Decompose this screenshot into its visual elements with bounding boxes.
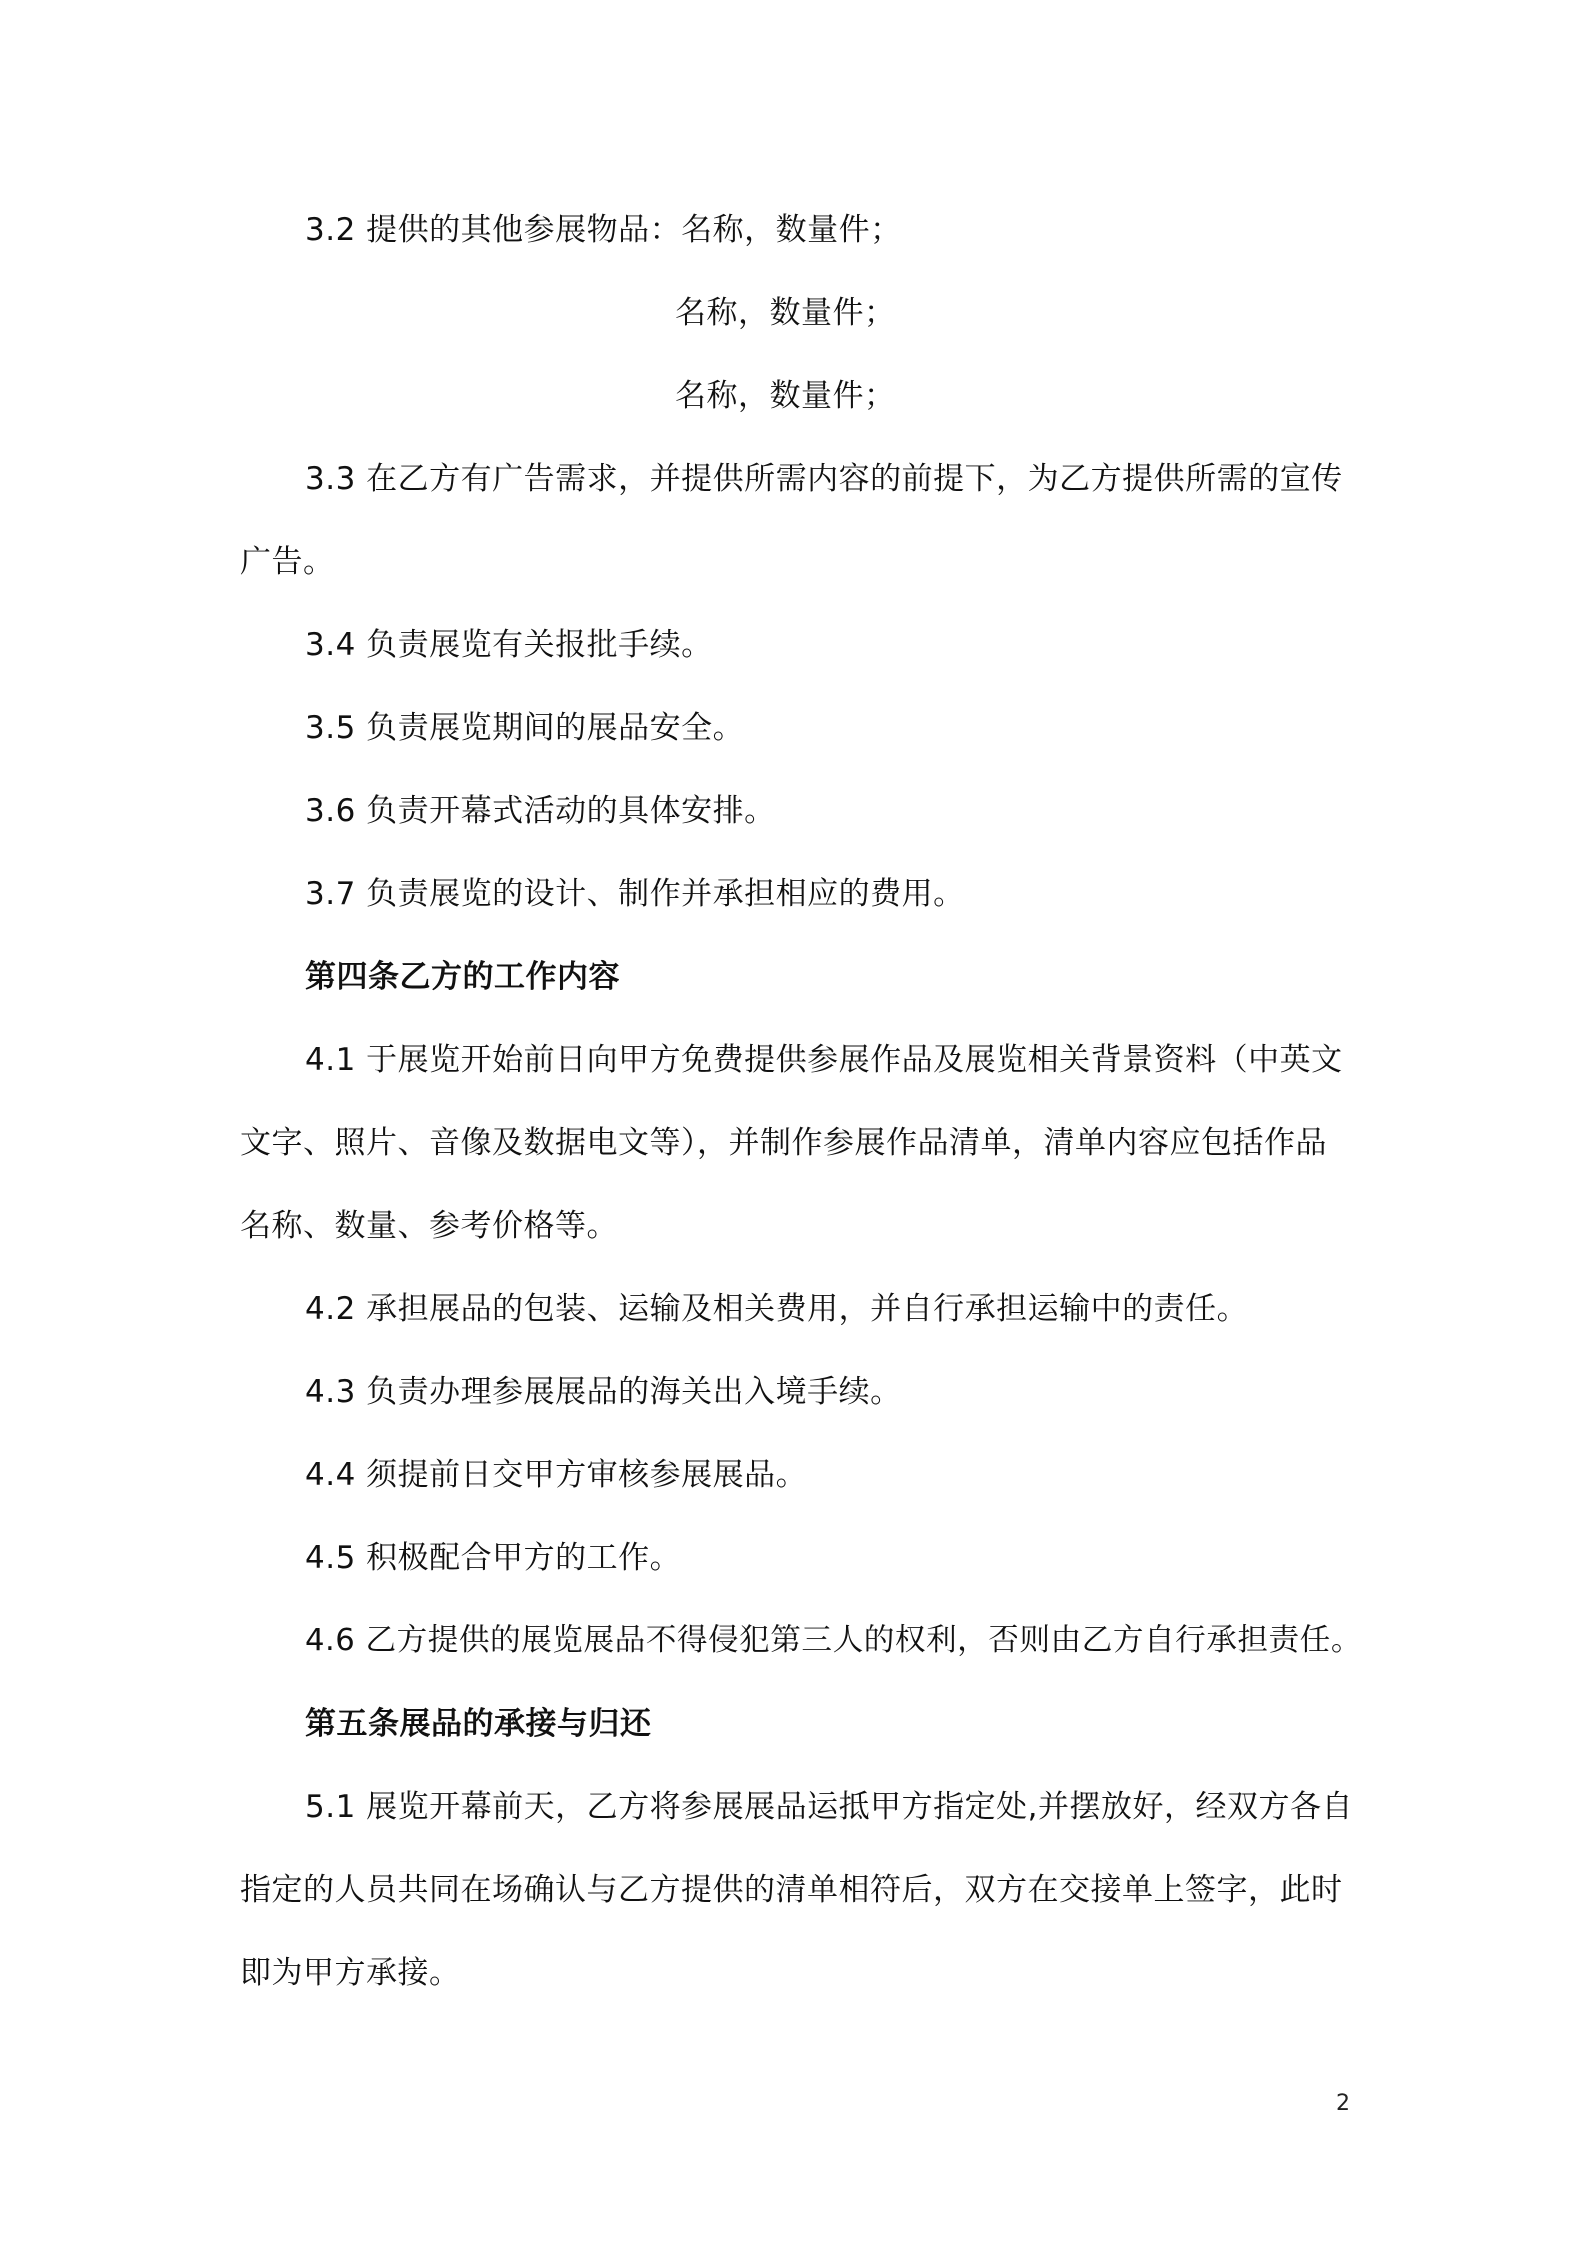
- text-line: 4.4 须提前日交甲方审核参展展品。: [305, 1457, 808, 1493]
- text-line: 即为甲方承接。: [240, 1955, 461, 1991]
- section-heading: 第四条乙方的工作内容: [305, 959, 620, 995]
- text-line: 名称、数量、参考价格等。: [240, 1208, 618, 1244]
- text-line: 名称，数量件；: [675, 378, 896, 414]
- section-heading: 第五条展品的承接与归还: [305, 1706, 652, 1742]
- text-line: 4.5 积极配合甲方的工作。: [305, 1540, 682, 1576]
- text-line: 文字、照片、音像及数据电文等），并制作参展作品清单，清单内容应包括作品: [240, 1125, 1327, 1161]
- text-line: 广告。: [240, 544, 335, 580]
- text-line: 3.3 在乙方有广告需求，并提供所需内容的前提下，为乙方提供所需的宣传: [305, 461, 1343, 497]
- text-line: 3.7 负责展览的设计、制作并承担相应的费用。: [305, 876, 965, 912]
- text-line: 3.4 负责展览有关报批手续。: [305, 627, 713, 663]
- text-line: 3.5 负责展览期间的展品安全。: [305, 710, 745, 746]
- text-line: 4.1 于展览开始前日向甲方免费提供参展作品及展览相关背景资料（中英文: [305, 1042, 1343, 1078]
- text-line: 3.2 提供的其他参展物品：名称，数量件；: [305, 212, 902, 248]
- text-line: 4.3 负责办理参展展品的海关出入境手续。: [305, 1374, 902, 1410]
- text-line: 3.6 负责开幕式活动的具体安排。: [305, 793, 776, 829]
- page-number: 2: [1336, 2091, 1350, 2116]
- text-line: 名称，数量件；: [675, 295, 896, 331]
- text-line: 5.1 展览开幕前天，乙方将参展展品运抵甲方指定处,并摆放好，经双方各自: [305, 1789, 1354, 1825]
- text-line: 指定的人员共同在场确认与乙方提供的清单相符后，双方在交接单上签字，此时: [240, 1872, 1343, 1908]
- text-line: 4.2 承担展品的包装、运输及相关费用，并自行承担运输中的责任。: [305, 1291, 1249, 1327]
- text-line: 4.6 乙方提供的展览展品不得侵犯第三人的权利，否则由乙方自行承担责任。: [305, 1623, 1362, 1658]
